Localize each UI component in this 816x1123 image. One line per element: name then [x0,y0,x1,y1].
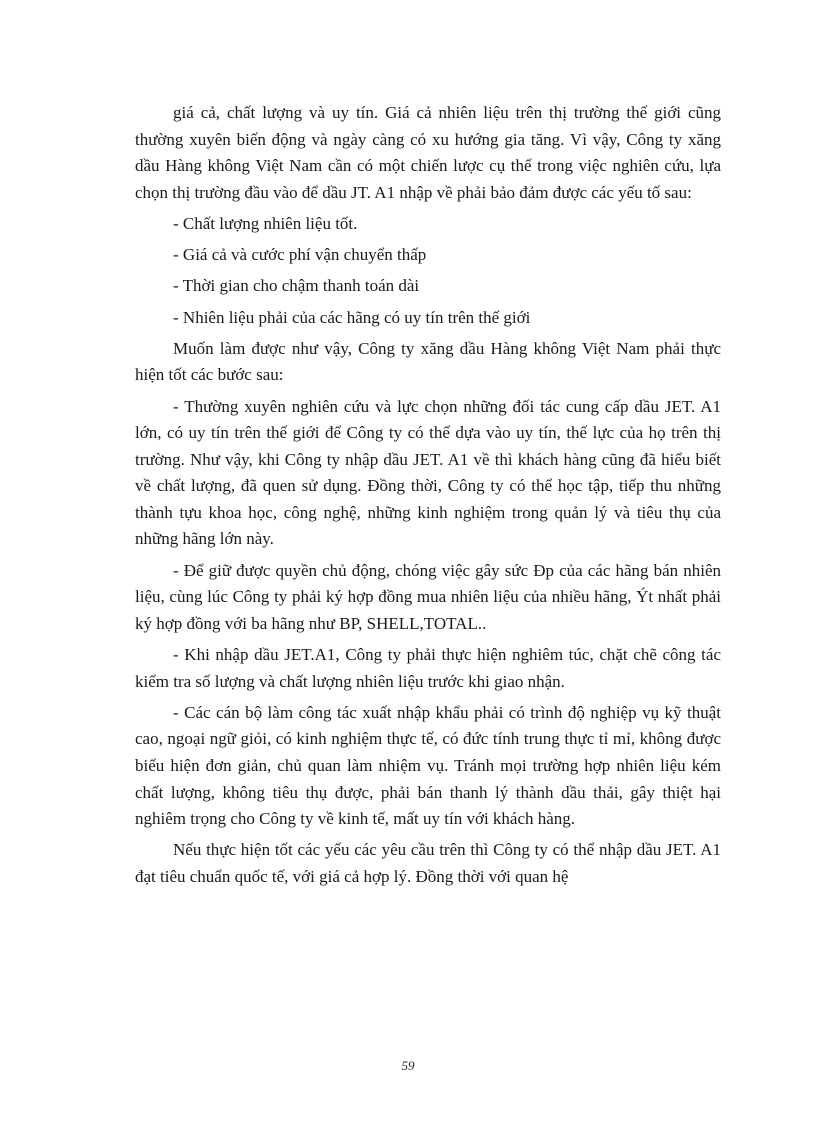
body-text [135,100,721,895]
bullet-item: - Thường xuyên nghiên cứu và lực chọn những đối tác cung cấp dầu JET. A1 lớn, có uy tín trên thế giới để Công ty có thể dựa vào uy tín, thế lực của họ trên thị trường. Như vậy, khi Công ty nhập dầu JET. A1 về thì khách hàng cũng đã hiểu biết về chất lượng, đã quen sử dụng. Đồng thời, Công ty có thể học tập, tiếp thu những thành tựu khoa học, công nghệ, những kinh nghiệm trong quản lý và tiêu thụ của những hãng lớn này. [135,396,721,549]
bullet-item: - Giá cả và cước phí vận chuyển thấp [173,245,427,265]
paragraph: giá cả, chất lượng và uy tín. Giá cả nhiên liệu trên thị trường thế giới cũng thường xuyên biến động và ngày càng có xu hướng gia tăng. Vì vậy, Công ty xăng dầu Hàng không Việt Nam cần có một chiến lược cụ thể trong việc nghiên cứu, lựa chọn thị trường đầu vào để dầu JT. A1 nhập về phải bảo đảm được các yếu tố sau: [135,103,721,202]
bullet-item: - Các cán bộ làm công tác xuất nhập khẩu phải có trình độ nghiệp vụ kỹ thuật cao, ngoại ngữ giỏi, có kinh nghiệm thực tế, có đức tính trung thực tỉ mỉ, không được biểu hiện đơn giản, chủ quan làm nhiệm vụ. Tránh mọi trường hợp nhiên liệu kém chất lượng, không tiêu thụ được, phải bán thanh lý thành dầu thải, gây thiệt hại nghiêm trọng cho Công ty về kinh tế, mất uy tín với khách hàng. [135,702,721,829]
bullet-item: - Khi nhập dầu JET.A1, Công ty phải thực hiện nghiêm túc, chặt chẽ công tác kiểm tra số lượng và chất lượng nhiên liệu trước khi giao nhận. [135,645,721,691]
page-number: 59 [401,1058,415,1073]
bullet-item: - Chất lượng nhiên liệu tốt. [173,213,358,233]
bullet-item: - Để giữ được quyền chủ động, chóng việc gây sức Ðp của các hãng bán nhiên liệu, cùng lúc Công ty phải ký hợp đồng mua nhiên liệu của nhiều hãng, Ýt nhất phải ký hợp đồng với ba hãng như BP, SHELL,TOTAL.. [135,560,721,633]
bullet-item: - Thời gian cho chậm thanh toán dài [173,276,420,296]
bullet-item: - Nhiên liệu phải của các hãng có uy tín trên thế giới [173,307,531,327]
paragraph: Nếu thực hiện tốt các yếu các yêu cầu trên thì Công ty có thể nhập dầu JET. A1 đạt tiêu chuẩn quốc tế, với giá cả hợp lý. Đồng thời với quan hệ [135,840,721,886]
paragraph: Muốn làm được như vậy, Công ty xăng dầu Hàng không Việt Nam phải thực hiện tốt các bước sau: [135,338,721,385]
